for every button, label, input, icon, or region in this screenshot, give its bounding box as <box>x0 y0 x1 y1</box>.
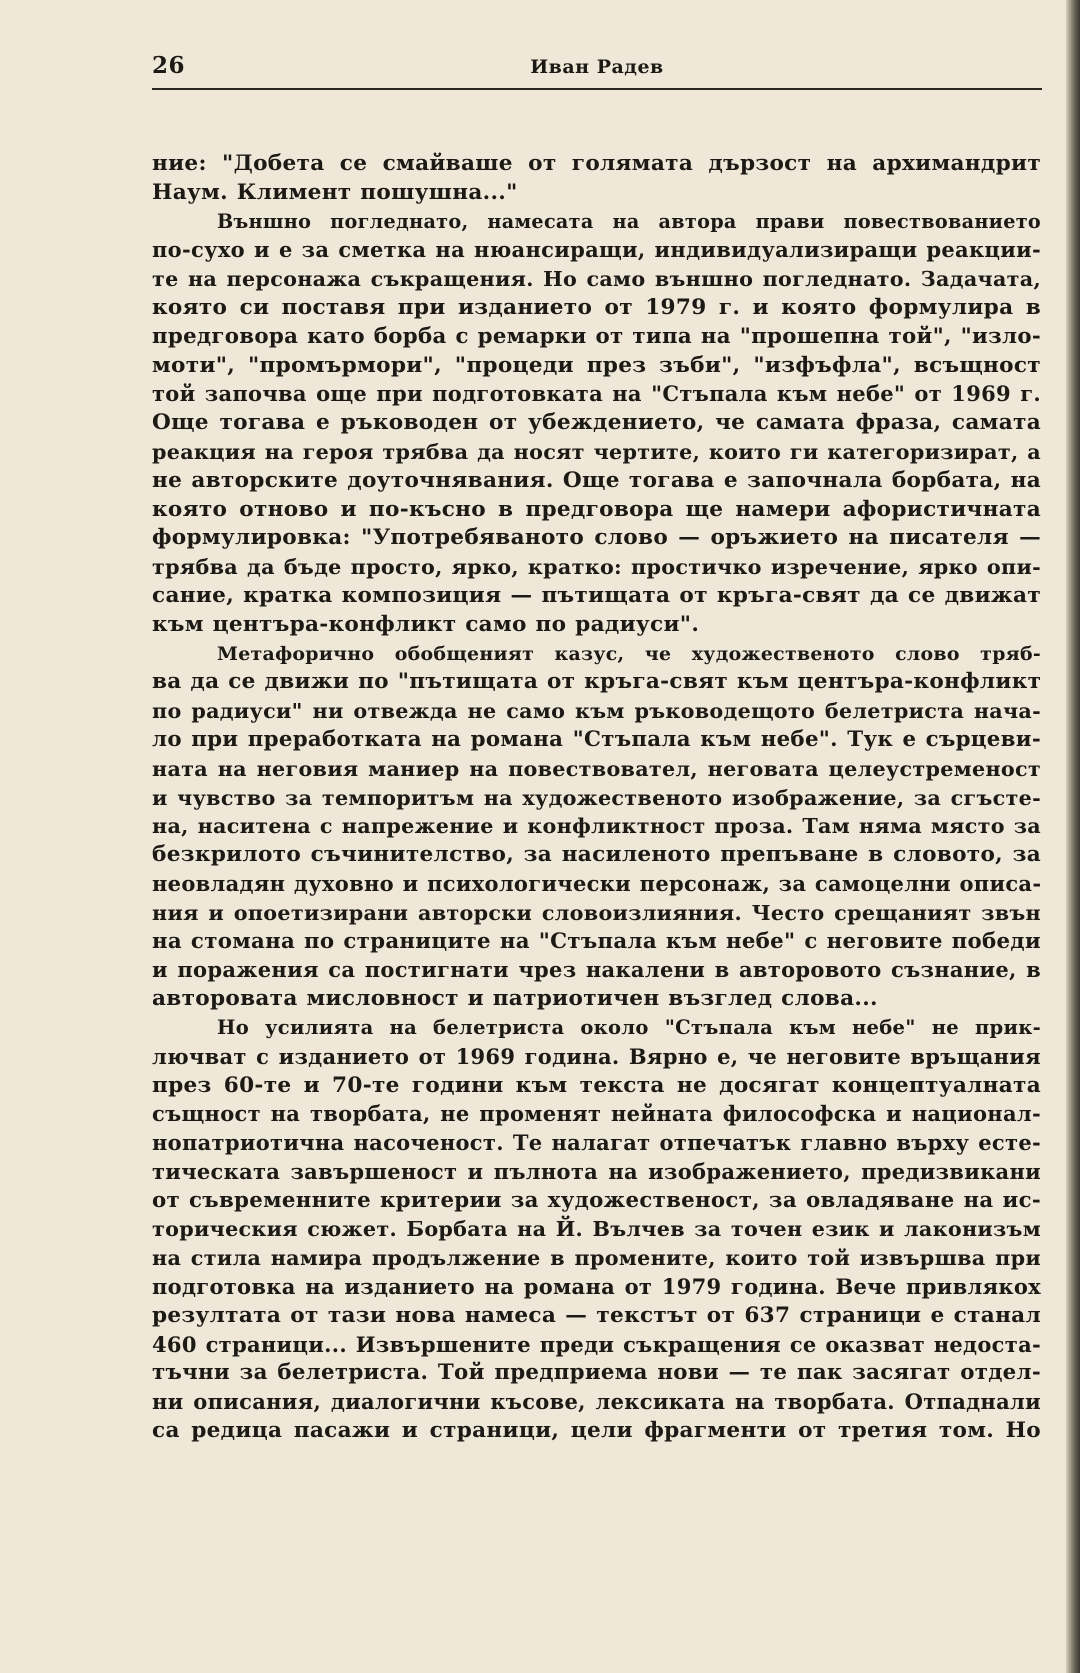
text-line: ни описания, диалогични късове, лексиката на творбата. Отпаднали <box>152 1389 1041 1415</box>
text-line: от съвременните критерии за художественост, за овладяване на ис- <box>152 1187 1041 1213</box>
page-header <box>152 52 1042 88</box>
text-line: на стомана по страниците на "Стъпала към небе" с неговите победи <box>152 928 1041 954</box>
text-line: не авторските доуточнявания. Още тогава е започнала борбата, на <box>152 467 1041 493</box>
text-line: безкрилото съчинителство, за насиленото препъване в словото, за <box>152 842 1041 868</box>
text-line: на стила намира продължение в промените, които той извършва при <box>152 1246 1041 1271</box>
text-line: която отново и по-късно в предговора ще намери афористичната <box>152 496 1041 522</box>
text-line: неовладян духовно и психологически персонаж, за самоцелни описа- <box>152 870 1042 896</box>
text-line: ния и опоетизирани авторски словоизлияния. Често срещаният звън <box>152 900 1041 925</box>
text-line: тъчни за белетриста. Той предприема нови — те пак засягат отдел- <box>152 1360 1041 1386</box>
text-line: към центъра-конфликт само по радиуси". <box>152 611 700 637</box>
text-line: сание, кратка композиция — пътищата от кръга-свят да се движат <box>152 582 1041 608</box>
text-line: авторовата мисловност и патриотичен възглед слова... <box>152 986 878 1012</box>
text-line: през 60-те и 70-те години към текста не досягат концептуалната <box>152 1072 1041 1098</box>
text-line: подготовка на изданието на романа от 1979 година. Вече привлякох <box>152 1274 1041 1300</box>
text-line: нопатриотична насоченост. Те налагат отпечатък главно върху есте- <box>152 1130 1041 1156</box>
text-line: Наум. Климент пошушна..." <box>152 179 518 205</box>
text-line: формулировка: "Употребяваното слово — оръжието на писателя — <box>152 525 1041 551</box>
text-line: Още тогава е ръководен от убеждението, че самата фраза, самата <box>152 410 1041 436</box>
text-line: лючват с изданието от 1969 година. Вярно е, че неговите връщания <box>152 1043 1041 1069</box>
text-line: той започва още при подготовката на "Стъпала към небе" от 1969 г. <box>152 381 1041 407</box>
text-line: реакция на героя трябва да носят чертите, които ги категоризират, а <box>152 439 1041 464</box>
text-line: ва да се движи по "пътищата от кръга-свят към центъра-конфликт <box>152 669 1042 695</box>
text-line: на, наситена с напрежение и конфликтност проза. Там няма място за <box>152 814 1041 839</box>
text-line: те на персонажа съкращения. Но само външно погледнато. Задачата, <box>152 267 1041 292</box>
text-line: по-сухо и е за сметка на нюансиращи, индивидуализиращи реакции- <box>152 237 1041 263</box>
text-line: са редица пасажи и страници, цели фрагменти от третия том. Но <box>152 1418 1041 1444</box>
text-line: и поражения са постигнати чрез накалени в авторовото съзнание, в <box>152 957 1041 983</box>
body-text <box>152 150 1041 1446</box>
text-line: ние: "Добета се смайваше от голямата дързост на архимандрит <box>152 151 1041 176</box>
text-line: същност на творбата, не променят нейната философска и национал- <box>152 1101 1041 1127</box>
text-line: ната на неговия маниер на повествовател, неговата целеустременост <box>152 756 1041 781</box>
text-line: тическата завършеност и пълнота на изображението, предизвикани <box>152 1158 1041 1184</box>
header-rule <box>152 88 1042 90</box>
text-line: Външно погледнато, намесата на автора прави повествованието <box>217 209 1041 233</box>
page-edge-shadow <box>1066 0 1080 1673</box>
page-number: 26 <box>152 52 186 79</box>
text-line: торическия сюжет. Борбата на Й. Вълчев за точен език и лаконизъм <box>152 1217 1041 1242</box>
text-line: предговора като борба с ремарки от типа на "прошепна той", "изло- <box>152 323 1041 349</box>
text-line: ло при преработката на романа "Стъпала към небе". Тук е сърцеви- <box>152 726 1041 752</box>
text-line: по радиуси" ни отвежда не само към ръководещото белетриста нача- <box>152 699 1041 724</box>
text-line: резултата от тази нова намеса — текстът от 637 страници е станал <box>152 1302 1041 1328</box>
text-line: Метафорично обобщеният казус, че художественото слово тряб- <box>217 642 1041 665</box>
text-line: Но усилията на белетриста около "Стъпала към небе" не прик- <box>217 1015 1041 1039</box>
text-line: която си поставя при изданието от 1979 г. и която формулира в <box>152 294 1041 320</box>
text-line: трябва да бъде просто, ярко, кратко: простичко изречение, ярко опи- <box>152 555 1041 580</box>
text-line: 460 страници... Извършените преди съкращения се оказват недоста- <box>152 1331 1041 1357</box>
running-head: Иван Радев <box>530 56 664 78</box>
text-line: и чувство за темпоритъм на художественото изображение, за сгъсте- <box>152 785 1041 810</box>
text-line: моти", "промърмори", "процеди през зъби", "изфъфла", всъщност <box>152 352 1041 378</box>
